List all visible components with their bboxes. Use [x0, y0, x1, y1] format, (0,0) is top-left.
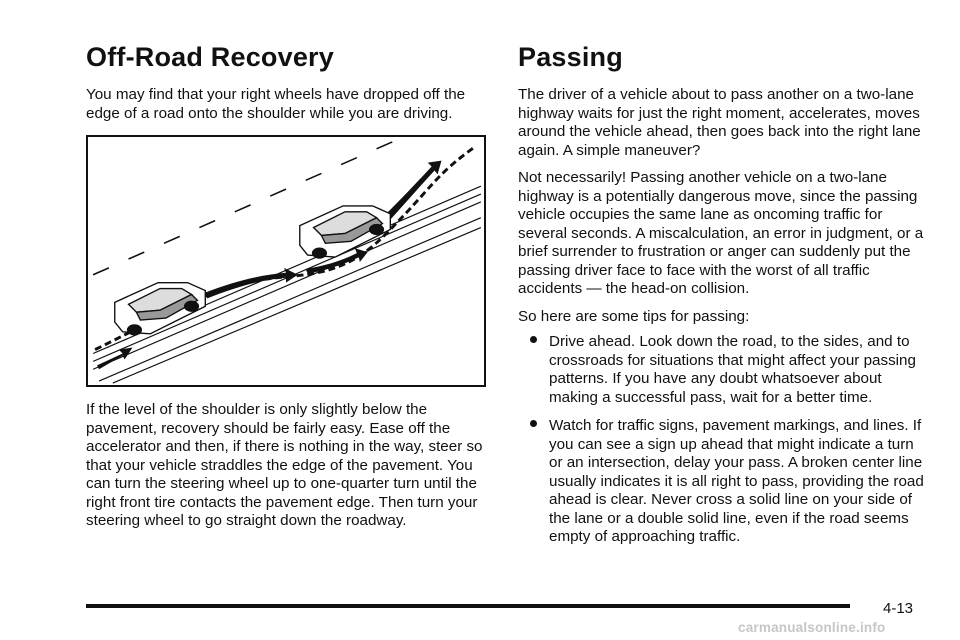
section-title-off-road-recovery: Off-Road Recovery	[86, 42, 334, 72]
bullet-icon	[530, 420, 537, 427]
car-right-icon	[300, 206, 391, 258]
tip-text: Watch for traffic signs, pavement markings, and lines. If you can see a sign up ahead that might indicate a turn or an intersection, delay your pass. A broken center line usually indicates it is all right to pass, providing the road ahead is clear. Never cross a solid line on your side of the lane or a double solid line, even if the road seems empty of approaching traffic.	[549, 417, 924, 545]
passing-tips-list	[518, 333, 930, 547]
passing-paragraph-2: Not necessarily! Passing another vehicle on a two-lane highway is a potentially dangerous move, since the passing vehicle occupies the same lane as oncoming traffic for several seconds. A miscalculation, an error in judgment, or a brief surrender to frustration or anger can suddenly put the passing driver face to face with the worst of all traffic accidents — the head-on collision.	[518, 169, 924, 297]
watermark: carmanualsonline.info	[738, 620, 886, 635]
left-column	[86, 40, 490, 531]
bullet-icon	[530, 336, 537, 343]
road-cars-illustration-icon	[88, 137, 484, 385]
tip-text: Drive ahead. Look down the road, to the sides, and to crossroads for situations that might affect your passing patterns. If you have any doubt whatsoever about making a successful pass, wait for a better time.	[549, 333, 916, 406]
off-road-body: If the level of the shoulder is only slightly below the pavement, recovery should be fairly easy. Ease off the accelerator and then, if there is nothing in the way, steer so that your vehicle straddles the edge of the pavement. You can turn the steering wheel up to one-quarter turn until the right front tire contacts the pavement edge. Then turn your steering wheel to go straight down the roadway.	[86, 401, 483, 529]
off-road-intro: You may find that your right wheels have dropped off the edge of a road onto the shoulder while you are driving.	[86, 86, 466, 122]
list-item	[518, 333, 930, 407]
passing-paragraph-1: The driver of a vehicle about to pass another on a two-lane highway waits for just the right moment, accelerates, moves around the vehicle ahead, then goes back into the right lane again. A simple maneuver?	[518, 86, 921, 159]
right-column	[518, 40, 930, 557]
list-item	[518, 417, 930, 547]
section-title-passing: Passing	[518, 42, 623, 72]
off-road-recovery-illustration	[86, 135, 486, 387]
footer-rule	[86, 604, 850, 608]
page-number: 4-13	[883, 600, 914, 617]
road-edge-lines	[93, 186, 481, 383]
passing-paragraph-3: So here are some tips for passing:	[518, 307, 750, 325]
